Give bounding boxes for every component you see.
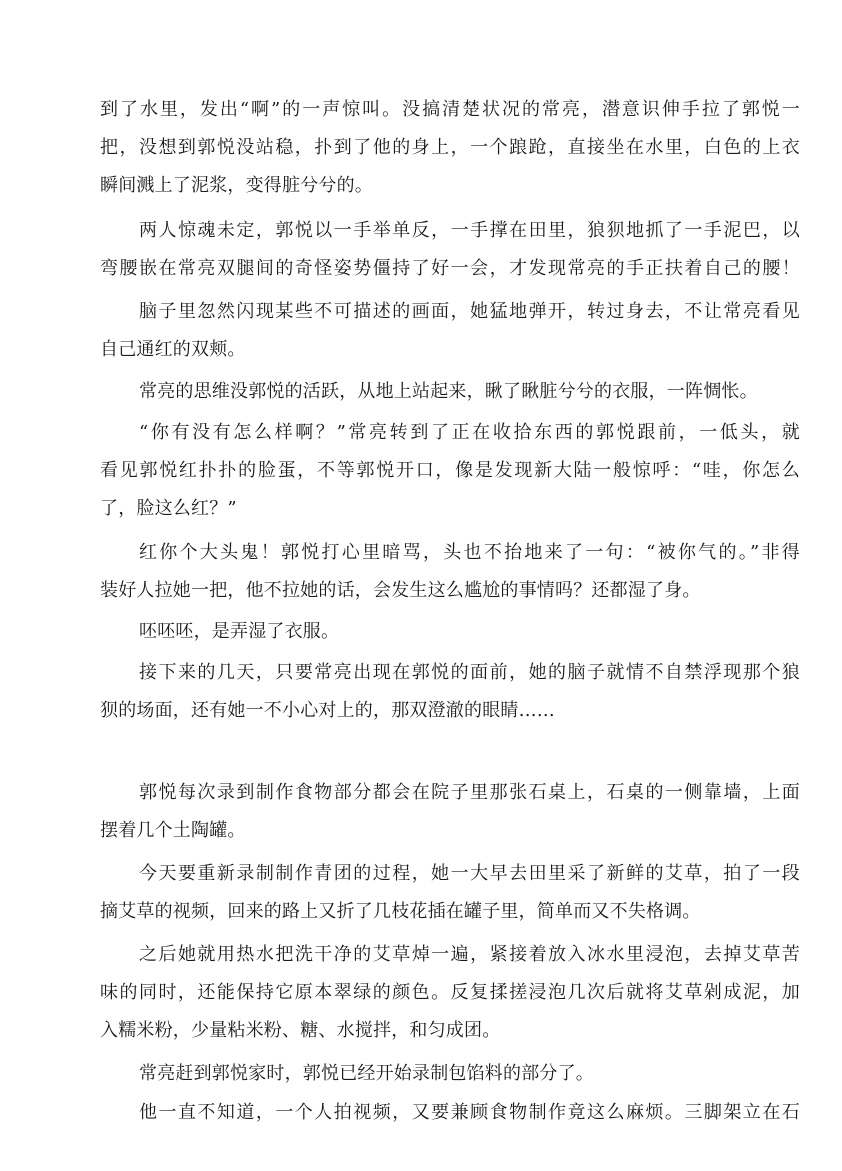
text-line: 接下来的几天，只要常亮出现在郭悦的面前，她的脑子就情不自禁浮现那个狼 xyxy=(139,662,800,683)
text-line: 红你个大头鬼！郭悦打心里暗骂，头也不抬地来了一句：“被你气的。”非得 xyxy=(139,542,800,563)
text-line: 自己通红的双颊。 xyxy=(100,339,246,360)
text-line: 味的同时，还能保持它原本翠绿的颜色。反复揉搓浸泡几次后就将艾草剁成泥，加 xyxy=(100,982,800,1003)
text-line: 两人惊魂未定，郭悦以一手举单反，一手撑在田里，狼狈地抓了一手泥巴，以 xyxy=(139,220,800,241)
text-line: 入糯米粉，少量粘米粉、糖、水搅拌，和匀成团。 xyxy=(100,1020,501,1041)
text-line: 狈的场面，还有她一不小心对上的，那双澄澈的眼睛…… xyxy=(100,700,555,721)
text-line: 了，脸这么红？” xyxy=(100,498,237,519)
text-line: 装好人拉她一把，他不拉她的话，会发生这么尴尬的事情吗？还都湿了身。 xyxy=(100,580,701,601)
text-line: 之后她就用热水把洗干净的艾草焯一遍，紧接着放入冰水里浸泡，去掉艾草苦 xyxy=(139,944,800,965)
text-line: 他一直不知道，一个人拍视频，又要兼顾食物制作竟这么麻烦。三脚架立在石 xyxy=(139,1102,800,1123)
text-line: 到了水里，发出“啊”的一声惊叫。没搞清楚状况的常亮，潜意识伸手拉了郭悦一 xyxy=(100,99,800,120)
text-line: 脑子里忽然闪现某些不可描述的画面，她猛地弹开，转过身去，不让常亮看见 xyxy=(139,301,800,322)
text-line: 看见郭悦红扑扑的脸蛋，不等郭悦开口，像是发现新大陆一般惊呼：“哇，你怎么 xyxy=(100,460,800,481)
text-line: 呸呸呸，是弄湿了衣服。 xyxy=(139,621,340,642)
text-line: 把，没想到郭悦没站稳，扑到了他的身上，一个踉跄，直接坐在水里，白色的上衣 xyxy=(100,137,800,158)
text-line: 郭悦每次录到制作食物部分都会在院子里那张石桌上，石桌的一侧靠墙，上面 xyxy=(139,782,800,803)
text-line: “你有没有怎么样啊？”常亮转到了正在收拾东西的郭悦跟前，一低头，就 xyxy=(139,422,800,443)
text-line: 常亮的思维没郭悦的活跃，从地上站起来，瞅了瞅脏兮兮的衣服，一阵惆怅。 xyxy=(139,381,758,402)
text-line: 瞬间溅上了泥浆，变得脏兮兮的。 xyxy=(100,175,373,196)
text-line: 常亮赶到郭悦家时，郭悦已经开始录制包馅料的部分了。 xyxy=(139,1063,594,1084)
text-line: 摆着几个土陶罐。 xyxy=(100,820,246,841)
text-line: 摘艾草的视频，回来的路上又折了几枝花插在罐子里，简单而又不失格调。 xyxy=(100,901,701,922)
text-line: 弯腰嵌在常亮双腿间的奇怪姿势僵持了好一会，才发现常亮的手正扶着自己的腰！ xyxy=(100,258,800,279)
text-line: 今天要重新录制制作青团的过程，她一大早去田里采了新鲜的艾草，拍了一段 xyxy=(139,863,800,884)
